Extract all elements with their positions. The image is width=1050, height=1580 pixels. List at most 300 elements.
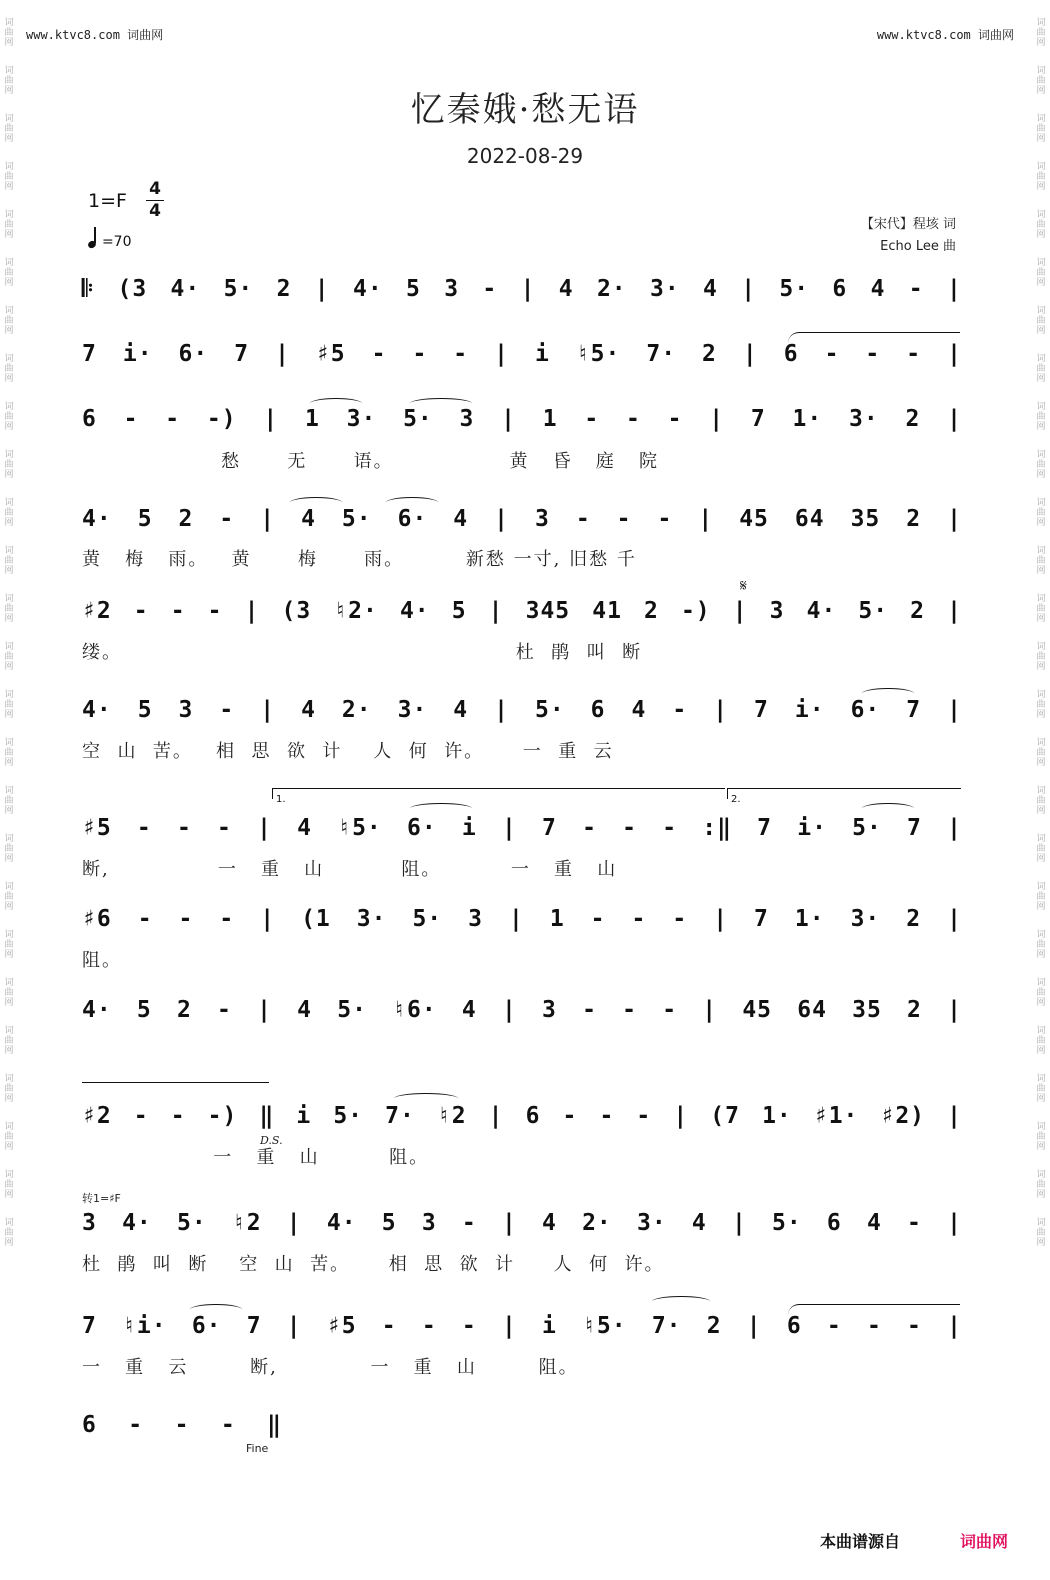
barline: | [947, 906, 962, 932]
note-token: -) [207, 1103, 238, 1129]
note-token: 3 [534, 506, 550, 532]
watermark-char: 网 [1036, 998, 1046, 1008]
watermark-char: 词 [4, 882, 14, 892]
note-token: 4 [453, 697, 469, 723]
watermark-char: 曲 [1036, 652, 1046, 662]
score-notes [82, 997, 962, 1027]
watermark-char: 词 [4, 546, 14, 556]
watermark-char: 网 [4, 422, 14, 432]
watermark-char: 网 [4, 758, 14, 768]
watermark-char: 词 [4, 1218, 14, 1228]
watermark-group [2, 1170, 16, 1200]
score-row [82, 1313, 962, 1343]
note-token: ♯2 [82, 598, 112, 624]
note-token: - [672, 906, 688, 932]
barline: | [947, 341, 962, 367]
note-token: ♯2 [82, 1103, 112, 1129]
watermark-char: 网 [4, 710, 14, 720]
score-row [82, 1103, 962, 1133]
note-token: 4 [542, 1210, 557, 1236]
note-token: 7 [542, 815, 557, 841]
time-signature-top: 4 [149, 179, 161, 199]
left-watermark-strip [2, 0, 16, 1580]
watermark-group [2, 594, 16, 624]
note-token: - [907, 1313, 922, 1339]
watermark-char: 曲 [4, 28, 14, 38]
watermark-char: 网 [4, 998, 14, 1008]
watermark-char: 词 [4, 66, 14, 76]
score-row [82, 406, 962, 436]
watermark-char: 曲 [1036, 124, 1046, 134]
note-token: - [178, 906, 194, 932]
note-token: -) [206, 406, 237, 432]
note-token: ♮6· [392, 997, 437, 1023]
tie-line [82, 1082, 269, 1083]
watermark-char: 网 [1036, 566, 1046, 576]
note-token: 4· [82, 506, 112, 532]
barline: | [947, 406, 962, 432]
watermark-group [1034, 786, 1048, 816]
watermark-group [2, 306, 16, 336]
watermark-char: 词 [1036, 66, 1046, 76]
note-token: 7 [234, 341, 250, 367]
note-token: 5· [337, 997, 367, 1023]
watermark-char: 曲 [4, 1036, 14, 1046]
watermark-char: 词 [4, 402, 14, 412]
watermark-char: 曲 [4, 652, 14, 662]
note-token: 5 [136, 997, 152, 1023]
note-token: 6 [82, 1412, 97, 1438]
note-token: 6 [590, 697, 606, 723]
note-token: 5· [403, 406, 433, 432]
watermark-group [1034, 498, 1048, 528]
barline: | [257, 997, 272, 1023]
note-token: - [219, 697, 235, 723]
score-lyrics: 愁 无 语。 黄 昏 庭 院 [82, 451, 659, 472]
watermark-group [2, 450, 16, 480]
note-token: 4 [866, 1210, 882, 1236]
barline: | [488, 1103, 504, 1129]
note-token: 4 [301, 506, 316, 532]
watermark-group [1034, 354, 1048, 384]
score-notes [82, 697, 962, 727]
score-row [82, 598, 962, 628]
note-token: 4 [703, 276, 718, 302]
time-signature [146, 180, 164, 221]
watermark-char: 曲 [4, 748, 14, 758]
note-token: i [542, 1313, 557, 1339]
watermark-group [1034, 930, 1048, 960]
watermark-char: 网 [1036, 1046, 1046, 1056]
note-token: - [421, 1313, 437, 1339]
note-token: 4 [461, 997, 477, 1023]
note-token: 3· [346, 406, 377, 432]
barline: | [501, 997, 517, 1023]
quarter-note-stem [94, 227, 96, 243]
watermark-char: 词 [4, 498, 14, 508]
score-row [82, 815, 962, 845]
song-title: 忆秦娥·愁无语 [410, 90, 640, 130]
watermark-char: 词 [4, 210, 14, 220]
note-token: i [296, 1103, 312, 1129]
watermark-char: 曲 [4, 1180, 14, 1190]
barline: | [286, 1210, 302, 1236]
note-token: 2 [906, 506, 922, 532]
note-token: - [482, 276, 498, 302]
barline: | [494, 506, 509, 532]
note-token: - [636, 1103, 652, 1129]
watermark-char: 网 [1036, 806, 1046, 816]
watermark-char: 网 [1036, 1094, 1046, 1104]
barline: | [501, 815, 517, 841]
barline: | [286, 1313, 302, 1339]
note-token: 7 [82, 341, 97, 367]
watermark-char: 网 [4, 518, 14, 528]
watermark-char: 词 [4, 258, 14, 268]
watermark-char: 曲 [1036, 28, 1046, 38]
note-token: 4 [870, 276, 886, 302]
note-token: 35 [850, 506, 881, 532]
note-token: - [866, 1313, 882, 1339]
note-token: - [662, 815, 678, 841]
slur-arc [862, 803, 914, 814]
watermark-char: 词 [1036, 882, 1046, 892]
watermark-group [2, 1026, 16, 1056]
watermark-char: 网 [1036, 230, 1046, 240]
note-token: ♯6 [82, 906, 112, 932]
note-token: ♮i· [122, 1313, 167, 1339]
barline: | [263, 406, 279, 432]
watermark-group [2, 1218, 16, 1248]
barline: | [947, 598, 962, 624]
watermark-char: 曲 [1036, 748, 1046, 758]
note-token: 2 [276, 276, 292, 302]
note-token: - [133, 598, 149, 624]
note-token: 6 [783, 341, 799, 367]
key-signature: 1=F [88, 190, 127, 212]
barline: | [746, 1313, 762, 1339]
note-token: 5· [779, 276, 810, 302]
watermark-char: 曲 [1036, 1132, 1046, 1142]
note-token: - [906, 341, 922, 367]
note-token: - [217, 997, 232, 1023]
watermark-char: 网 [4, 230, 14, 240]
watermark-char: 曲 [1036, 460, 1046, 470]
barline: | [494, 341, 509, 367]
note-token: 2 [176, 997, 192, 1023]
watermark-char: 曲 [1036, 556, 1046, 566]
note-token: - [590, 906, 606, 932]
note-token: - [207, 598, 223, 624]
note-token: 5 [406, 276, 421, 302]
note-token: 6 [832, 276, 848, 302]
watermark-char: 网 [1036, 854, 1046, 864]
note-token: - [453, 341, 469, 367]
note-token: 5· [858, 598, 889, 624]
note-token: ♮2· [333, 598, 378, 624]
barline: :‖ [702, 815, 732, 841]
score-lyrics: 杜 鹃 叫 断 空 山 苦。 相 思 欲 计 人 何 许。 [82, 1254, 665, 1275]
barline: | [732, 598, 748, 624]
watermark-group [2, 834, 16, 864]
watermark-char: 词 [4, 1170, 14, 1180]
watermark-char: 词 [1036, 642, 1046, 652]
watermark-char: 词 [4, 690, 14, 700]
watermark-char: 网 [1036, 614, 1046, 624]
score-lyrics: 黄 梅 雨。 黄 梅 雨。 新愁 一寸, 旧愁 千 [82, 549, 637, 570]
score-row [82, 276, 962, 306]
watermark-char: 曲 [1036, 892, 1046, 902]
score-notes [82, 1103, 962, 1133]
score-lyrics: 一 重 云 断, 一 重 山 阻。 [82, 1357, 579, 1378]
barline: | [244, 598, 260, 624]
watermark-char: 曲 [4, 1132, 14, 1142]
watermark-char: 网 [1036, 518, 1046, 528]
note-token: 5· [223, 276, 254, 302]
barline: | [947, 1103, 962, 1129]
watermark-char: 词 [4, 306, 14, 316]
note-token: 3 [769, 598, 785, 624]
watermark-char: 曲 [4, 508, 14, 518]
watermark-char: 网 [1036, 134, 1046, 144]
note-token: - [174, 1412, 190, 1438]
note-token: 7 [907, 815, 922, 841]
barline: | [947, 1313, 962, 1339]
watermark-group [2, 354, 16, 384]
note-token: ♮2 [436, 1103, 467, 1129]
watermark-group [1034, 1170, 1048, 1200]
watermark-char: 词 [4, 354, 14, 364]
note-token: - [626, 406, 641, 432]
barline: | [947, 1210, 962, 1236]
volta-2-label: 2. [731, 794, 741, 805]
watermark-char: 网 [1036, 1238, 1046, 1248]
watermark-char: 曲 [4, 268, 14, 278]
score-row [82, 1412, 962, 1442]
tempo-marking [88, 230, 132, 250]
note-token: 2 [906, 906, 922, 932]
note-token: - [865, 341, 881, 367]
barline: | [314, 276, 330, 302]
score-notes [82, 1210, 962, 1240]
watermark-char: 词 [4, 594, 14, 604]
note-token: 4· [82, 997, 112, 1023]
note-token: - [123, 406, 139, 432]
note-token: - [582, 815, 597, 841]
watermark-char: 网 [1036, 182, 1046, 192]
watermark-char: 词 [1036, 834, 1046, 844]
barline: | [501, 1210, 517, 1236]
score-notes [82, 815, 962, 845]
watermark-group [1034, 18, 1048, 48]
watermark-group [1034, 546, 1048, 576]
watermark-char: 词 [1036, 18, 1046, 28]
watermark-group [2, 210, 16, 240]
watermark-char: 词 [1036, 498, 1046, 508]
footer-source: 本曲谱源自 [819, 1532, 900, 1551]
watermark-char: 词 [1036, 738, 1046, 748]
note-token: - [136, 815, 152, 841]
note-token: ♯5 [326, 1313, 357, 1339]
score-row [82, 997, 962, 1027]
score-lyrics: 空 山 苦。 相 思 欲 计 人 何 许。 一 重 云 [82, 741, 614, 762]
note-token: ♯1· [813, 1103, 859, 1129]
note-token: 5 [137, 697, 153, 723]
watermark-char: 曲 [4, 556, 14, 566]
note-token: 2 [907, 997, 922, 1023]
note-token: 4· [122, 1210, 152, 1236]
note-token: 1· [762, 1103, 792, 1129]
composer-credit: Echo Lee 曲 [880, 239, 956, 254]
note-token: 3 [178, 697, 194, 723]
watermark-group [1034, 738, 1048, 768]
note-token: - [371, 341, 387, 367]
watermark-char: 曲 [4, 940, 14, 950]
note-token: 6 [786, 1313, 802, 1339]
volta-2-bracket [727, 788, 961, 805]
note-token: 35 [852, 997, 882, 1023]
watermark-char: 曲 [1036, 1084, 1046, 1094]
note-token: 1· [792, 406, 823, 432]
watermark-group [2, 498, 16, 528]
watermark-char: 网 [1036, 1142, 1046, 1152]
watermark-char: 曲 [4, 844, 14, 854]
note-token: 4 [453, 506, 469, 532]
right-watermark-strip [1034, 0, 1048, 1580]
note-token: - [582, 997, 597, 1023]
slur-arc [410, 803, 472, 814]
barline: | [494, 697, 509, 723]
watermark-group [1034, 642, 1048, 672]
watermark-char: 曲 [1036, 604, 1046, 614]
watermark-group [2, 978, 16, 1008]
note-token: 2· [341, 697, 372, 723]
note-token: i [534, 341, 550, 367]
watermark-char: 词 [4, 162, 14, 172]
note-token: - [128, 1412, 144, 1438]
barline: | [260, 697, 276, 723]
note-token: - [170, 1103, 186, 1129]
watermark-char: 词 [1036, 210, 1046, 220]
note-token: ♮5· [575, 341, 621, 367]
watermark-char: 词 [1036, 258, 1046, 268]
watermark-char: 词 [4, 1026, 14, 1036]
watermark-char: 曲 [1036, 988, 1046, 998]
ds-marking: D.S. [260, 1134, 283, 1147]
note-token: 7 [246, 1313, 262, 1339]
note-token: - [907, 1210, 922, 1236]
note-token: 3 [468, 906, 483, 932]
footer-brand-link[interactable]: 词曲网 [959, 1532, 1008, 1551]
score-lyrics: 阻。 [82, 950, 122, 971]
note-token: 3· [636, 1210, 667, 1236]
note-token: 6· [406, 815, 437, 841]
watermark-char: 曲 [1036, 412, 1046, 422]
watermark-char: 网 [1036, 38, 1046, 48]
note-token: 2· [596, 276, 627, 302]
tempo-value: =70 [101, 234, 132, 250]
watermark-char: 曲 [4, 460, 14, 470]
note-token: - [599, 1103, 615, 1129]
modulation-marking: 转1=♯F [82, 1192, 121, 1205]
barline: | [501, 406, 517, 432]
watermark-char: 曲 [4, 124, 14, 134]
watermark-group [2, 1074, 16, 1104]
watermark-char: 网 [1036, 86, 1046, 96]
watermark-char: 曲 [4, 172, 14, 182]
watermark-char: 曲 [4, 988, 14, 998]
note-token: - [461, 1210, 477, 1236]
score-row [82, 506, 962, 536]
watermark-char: 网 [1036, 422, 1046, 432]
barline: | [713, 697, 729, 723]
note-token: 6· [178, 341, 209, 367]
watermark-group [2, 690, 16, 720]
note-token: - [412, 341, 428, 367]
watermark-char: 词 [1036, 1122, 1046, 1132]
note-token: (7 [710, 1103, 740, 1129]
watermark-char: 曲 [4, 412, 14, 422]
watermark-char: 网 [4, 134, 14, 144]
note-token: 6· [397, 506, 428, 532]
note-token: 7· [646, 341, 677, 367]
song-date: 2022-08-29 [466, 144, 584, 168]
note-token: ♮5· [337, 815, 382, 841]
note-token: 5· [341, 506, 372, 532]
watermark-char: 网 [1036, 902, 1046, 912]
note-token: 1 [549, 906, 565, 932]
note-token: - [622, 815, 637, 841]
barline: | [713, 906, 729, 932]
watermark-char: 曲 [1036, 1228, 1046, 1238]
volta-1-bracket [272, 788, 725, 805]
note-token: 5 [381, 1210, 397, 1236]
note-token: - [667, 406, 683, 432]
watermark-char: 网 [4, 1142, 14, 1152]
watermark-group [2, 402, 16, 432]
score-notes [82, 906, 962, 936]
watermark-char: 词 [4, 930, 14, 940]
note-token: 2· [582, 1210, 612, 1236]
watermark-char: 网 [4, 806, 14, 816]
barline: | [709, 406, 725, 432]
note-token: 64 [794, 506, 825, 532]
watermark-char: 网 [4, 1190, 14, 1200]
barline: | [947, 506, 962, 532]
note-token: 6 [525, 1103, 541, 1129]
note-token: - [908, 276, 924, 302]
watermark-group [1034, 402, 1048, 432]
watermark-group [2, 18, 16, 48]
watermark-char: 词 [4, 18, 14, 28]
note-token: 4· [352, 276, 383, 302]
note-token: 1 [542, 406, 558, 432]
watermark-char: 网 [4, 1238, 14, 1248]
note-token: 1· [794, 906, 825, 932]
barline: | [947, 815, 962, 841]
watermark-group [1034, 210, 1048, 240]
watermark-char: 网 [4, 182, 14, 192]
barline: | [947, 997, 962, 1023]
note-token: 𝄆 [82, 276, 95, 302]
watermark-char: 曲 [1036, 796, 1046, 806]
watermark-char: 曲 [1036, 1036, 1046, 1046]
note-token: 7 [906, 697, 922, 723]
score-notes [82, 506, 962, 536]
score-lyrics: 缕。 杜 鹃 叫 断 [82, 642, 643, 663]
note-token: - [616, 506, 632, 532]
watermark-char: 网 [4, 950, 14, 960]
